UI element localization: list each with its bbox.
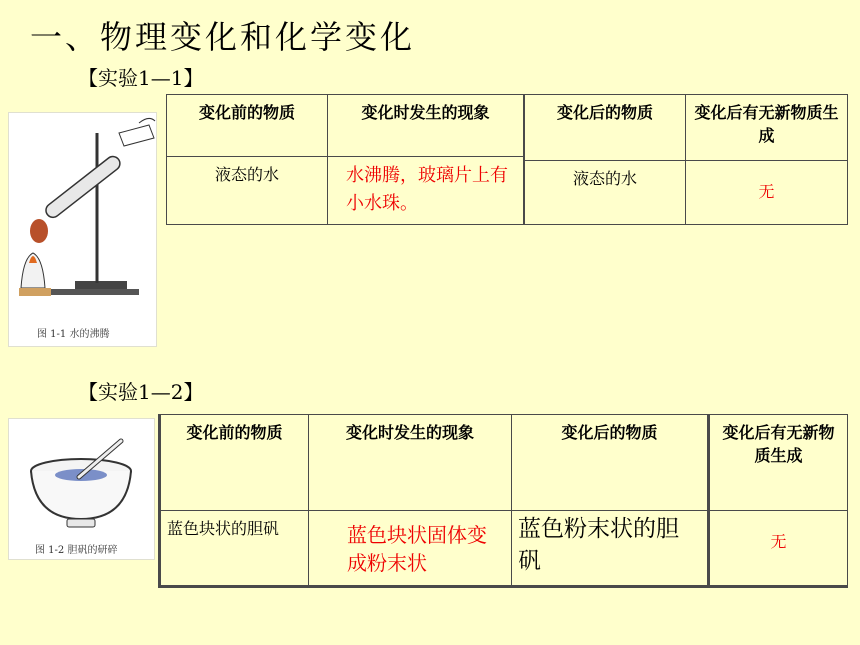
- header-cell: 变化时发生的现象: [309, 415, 512, 511]
- header-cell: 变化后的物质: [525, 95, 686, 161]
- data-cell: 蓝色块状固体变成粉末状: [309, 511, 512, 587]
- data-cell: 蓝色粉末状的胆矾: [512, 511, 709, 587]
- experiment-1-table-right: [524, 94, 848, 225]
- experiment-1-table-left: [166, 94, 524, 225]
- header-cell: 变化后有无新物质生成: [709, 415, 848, 511]
- boiling-water-apparatus-illustration: [9, 113, 156, 323]
- table-row: [525, 161, 848, 225]
- table-header-row: [525, 95, 848, 161]
- header-cell: 变化前的物质: [167, 95, 328, 157]
- data-cell: 液态的水: [525, 161, 686, 225]
- data-cell: 蓝色块状的胆矾: [160, 511, 309, 587]
- header-cell: 变化后的物质: [512, 415, 709, 511]
- page-title: 一、物理变化和化学变化: [30, 18, 416, 56]
- header-cell: 变化前的物质: [160, 415, 309, 511]
- table-row: [167, 157, 524, 225]
- figure-caption: 图 1-1 水的沸腾: [37, 329, 110, 340]
- figure-caption: 图 1-2 胆矾的研碎: [35, 545, 118, 556]
- data-cell: 无: [709, 511, 848, 587]
- data-cell: 液态的水: [167, 157, 328, 225]
- header-cell: 变化后有无新物质生成: [686, 95, 848, 161]
- mortar-pestle-illustration: [9, 419, 154, 537]
- experiment-2-label: 【实验1—2】: [78, 380, 204, 404]
- boiling-water-figure: [8, 112, 157, 347]
- mortar-figure: [8, 418, 155, 560]
- data-cell: 水沸腾，玻璃片上有小水珠。: [328, 157, 524, 225]
- data-cell: 无: [686, 161, 848, 225]
- table-header-row: [167, 95, 524, 157]
- experiment-2-table: [158, 414, 848, 588]
- experiment-1-label: 【实验1—1】: [78, 66, 204, 90]
- table-row: [160, 511, 848, 587]
- header-cell: 变化时发生的现象: [328, 95, 524, 157]
- table-header-row: [160, 415, 848, 511]
